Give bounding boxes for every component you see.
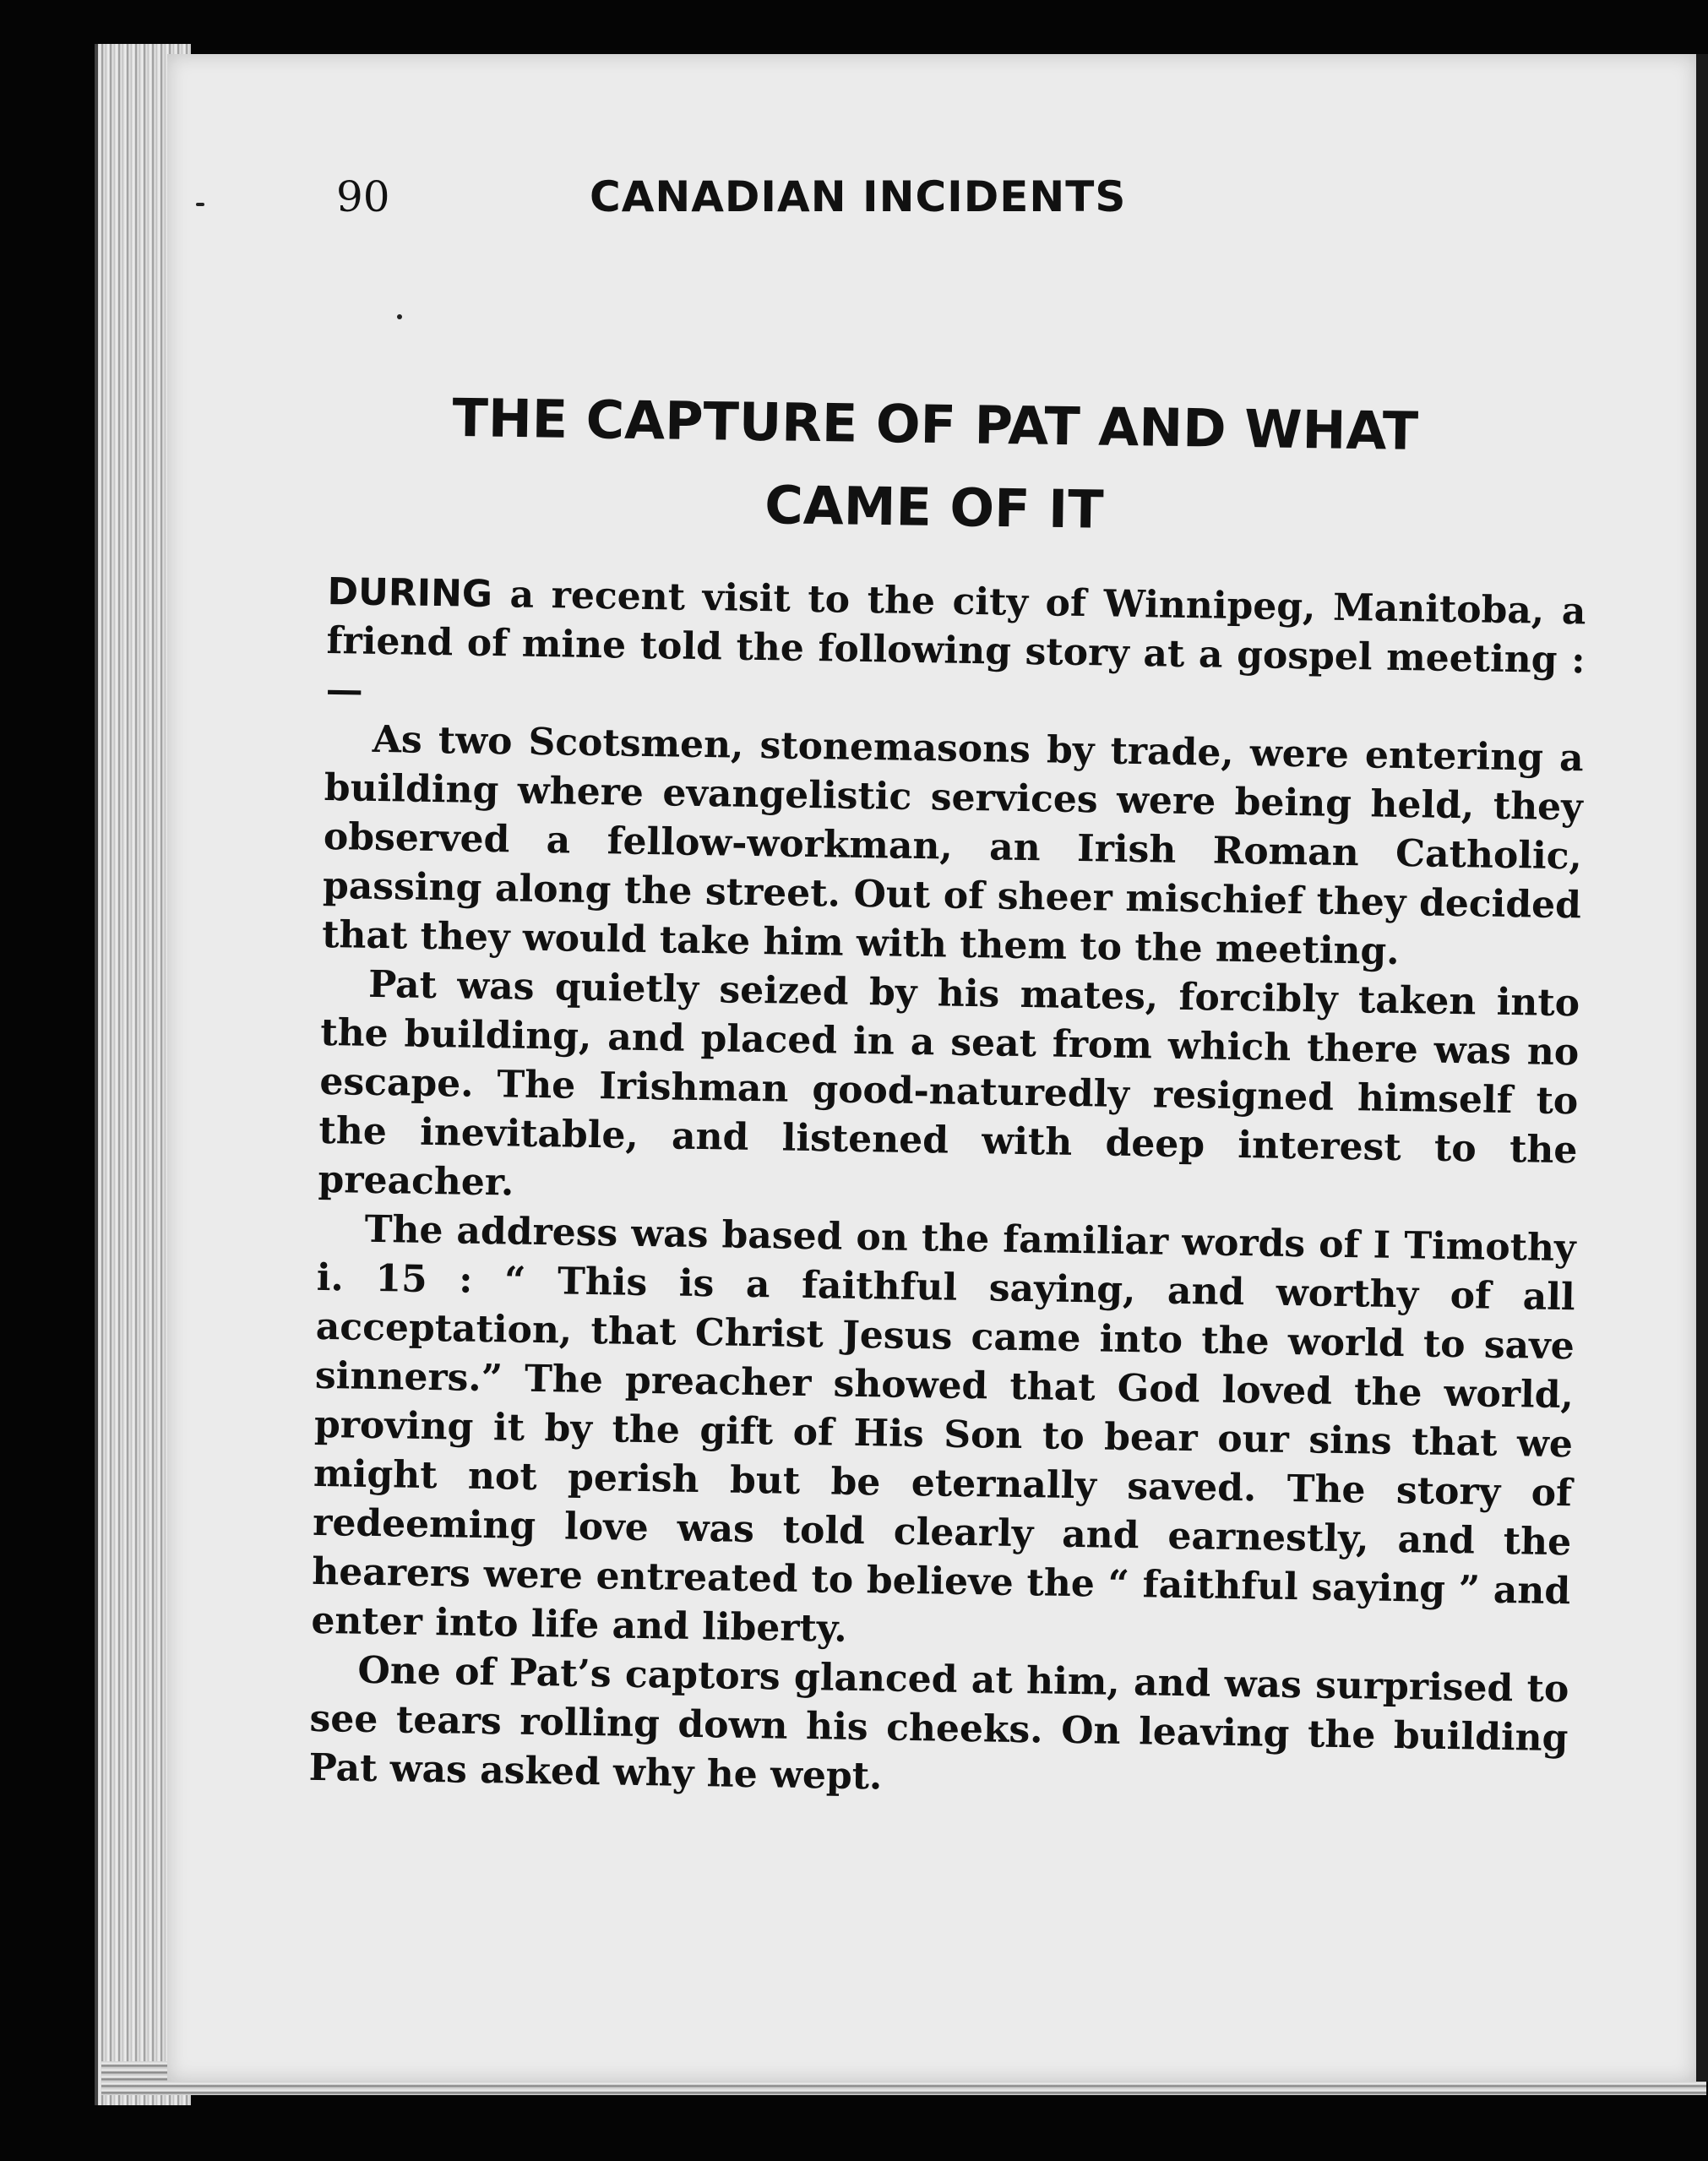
running-title: CANADIAN INCIDENTS — [590, 172, 1127, 221]
paragraph-1-text: a recent visit to the city of Winnipeg, Manitoba, a friend of mine told the following story at a gospel meeting :— — [325, 573, 1586, 712]
drop-lead-word: DURING — [327, 569, 493, 617]
chapter-title — [334, 375, 1536, 558]
chapter-title-line-1: THE CAPTURE OF PAT AND WHAT — [452, 386, 1419, 462]
chapter-title-line-2: CAME OF IT — [764, 474, 1104, 541]
page-right-edge-shadow — [1696, 54, 1708, 2082]
scan-speck — [397, 314, 402, 319]
paragraph-3: Pat was quietly seized by his mates, forcibly taken into the building, and placed in a seat from which there was no escape. The Irishman good-naturedly resigned himself to the inevitable, and listened with deep interest to the preacher. — [318, 962, 1580, 1205]
scan-speck — [196, 203, 204, 206]
body-text — [308, 568, 1586, 1812]
paragraph-2: As two Scotsmen, stonemasons by trade, were entering a building where evangelistic services were being held, they observed a fellow-workman, an Irish Roman Catholic, passing along the street. Out of sheer mischief they decided that they would take him with them to the meeting. — [321, 717, 1585, 973]
paragraph-1 — [325, 568, 1586, 734]
paragraph-4: The address was based on the familiar words of I Timothy i. 15 : “ This is a faithful saying, and worthy of all acceptation, that Christ Jesus came into the world to save sinners.” The preacher showed that God loved the world, proving it by the gift of His Son to bear our sins that we might not perish but be eternally saved. The story of redeeming love was told clearly and earnestly, and the hearers were entreated to believe the “ faithful saying ” and enter into life and liberty. — [311, 1207, 1576, 1651]
page-number: 90 — [336, 172, 390, 221]
running-head — [336, 172, 1401, 240]
paragraph-5: One of Pat’s captors glanced at him, and was surprised to see tears rolling down his cheeks. On leaving the building Pat was asked why he wept. — [308, 1648, 1569, 1799]
book-page — [167, 54, 1696, 2082]
page-content — [167, 54, 1696, 2082]
